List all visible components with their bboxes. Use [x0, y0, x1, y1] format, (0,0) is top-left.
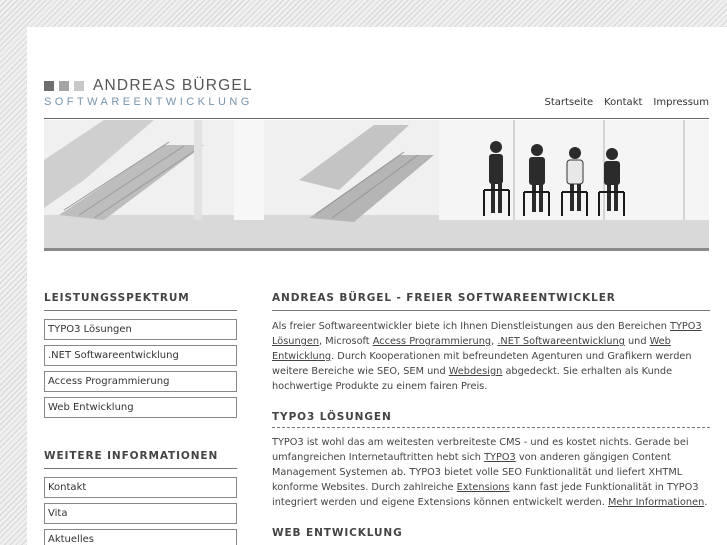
sidebar-heading-weitere-informationen: WEITERE INFORMATIONEN [44, 450, 237, 469]
logo-square-icon [59, 81, 69, 91]
page-title: ANDREAS BÜRGEL - FREIER SOFTWAREENTWICKLER [272, 292, 710, 311]
sidebar-item-access[interactable]: Access Programmierung [44, 371, 237, 392]
logo-square-icon [74, 81, 84, 91]
sidebar-item-typo3[interactable]: TYPO3 Lösungen [44, 319, 237, 340]
nav-link-impressum[interactable]: Impressum [653, 97, 709, 108]
logo-square-icon [44, 81, 54, 91]
sidebar-heading-leistungsspektrum: LEISTUNGSSPEKTRUM [44, 292, 237, 311]
top-navigation [544, 97, 709, 108]
link-access-programmierung[interactable]: Access Programmierung [372, 336, 492, 347]
page [27, 27, 727, 545]
link-web-entwicklung[interactable]: Web Entwicklung [272, 336, 671, 362]
typo3-paragraph [272, 435, 710, 510]
link-mehr-informationen[interactable]: Mehr Informationen [607, 497, 705, 508]
sidebar-item-vita[interactable]: Vita [44, 503, 237, 524]
typo3-text: TYPO3 ist wohl das am weitesten verbreiteste CMS - und es kostet nichts. Gerade bei umfangreichen Internetauftritten hebt sich [272, 437, 689, 463]
nav-link-kontakt[interactable]: Kontakt [604, 97, 643, 108]
typo3-text: . [704, 497, 708, 508]
sidebar-list-leistungen [44, 319, 237, 418]
link-extensions[interactable]: Extensions [456, 482, 510, 493]
nav-link-startseite[interactable]: Startseite [544, 97, 594, 108]
logo[interactable] [44, 79, 253, 108]
sidebar [44, 292, 237, 545]
typo3-text: kann fast jede Funktionalität in TYPO3 integriert werden und eigene Extensions können entwickelt werden. [272, 482, 699, 508]
link-net-softwareentwicklung[interactable]: .NET Softwareentwicklung [497, 336, 625, 347]
hero-office-scene [44, 120, 709, 251]
intro-paragraph [272, 319, 710, 394]
sidebar-item-web[interactable]: Web Entwicklung [44, 397, 237, 418]
logo-top [44, 79, 253, 93]
intro-text: abgedeckt. Sie erhalten als Kunde hochwertige Produkte zu einem fairen Preis. [272, 366, 673, 392]
sidebar-item-net[interactable]: .NET Softwareentwicklung [44, 345, 237, 366]
intro-text: Als freier Softwareentwickler biete ich Ihnen Dienstleistungen aus den Bereichen [272, 321, 671, 332]
link-typo3-loesungen[interactable]: TYPO3 Lösungen [272, 321, 702, 347]
header-divider [44, 118, 709, 119]
typo3-text: von anderen gängigen Content Management Systemen ab. TYPO3 bietet volle SEO Funktionalität und liefert XHTML konforme Websites. Durch zahlreiche [272, 452, 683, 493]
logo-name: ANDREAS BÜRGEL [93, 77, 253, 94]
intro-text: und [624, 336, 650, 347]
sidebar-item-aktuelles[interactable]: Aktuelles [44, 529, 237, 545]
sidebar-list-informationen [44, 477, 237, 545]
link-typo3[interactable]: TYPO3 [484, 452, 516, 463]
section-heading-typo3: TYPO3 LÖSUNGEN [272, 411, 710, 428]
sidebar-item-kontakt[interactable]: Kontakt [44, 477, 237, 498]
link-webdesign[interactable]: Webdesign [448, 366, 503, 377]
logo-subtitle: SOFTWAREENTWICKLUNG [44, 96, 253, 108]
intro-text: , [491, 336, 498, 347]
section-heading-web-entwicklung: WEB ENTWICKLUNG [272, 527, 403, 539]
hero-image [44, 120, 709, 251]
main-content [272, 292, 710, 545]
intro-text: . Durch Kooperationen mit befreundeten Agenturen und Grafikern werden weitere Bereiche wie SEO, SEM und [272, 351, 692, 377]
intro-text: , Microsoft [319, 336, 373, 347]
